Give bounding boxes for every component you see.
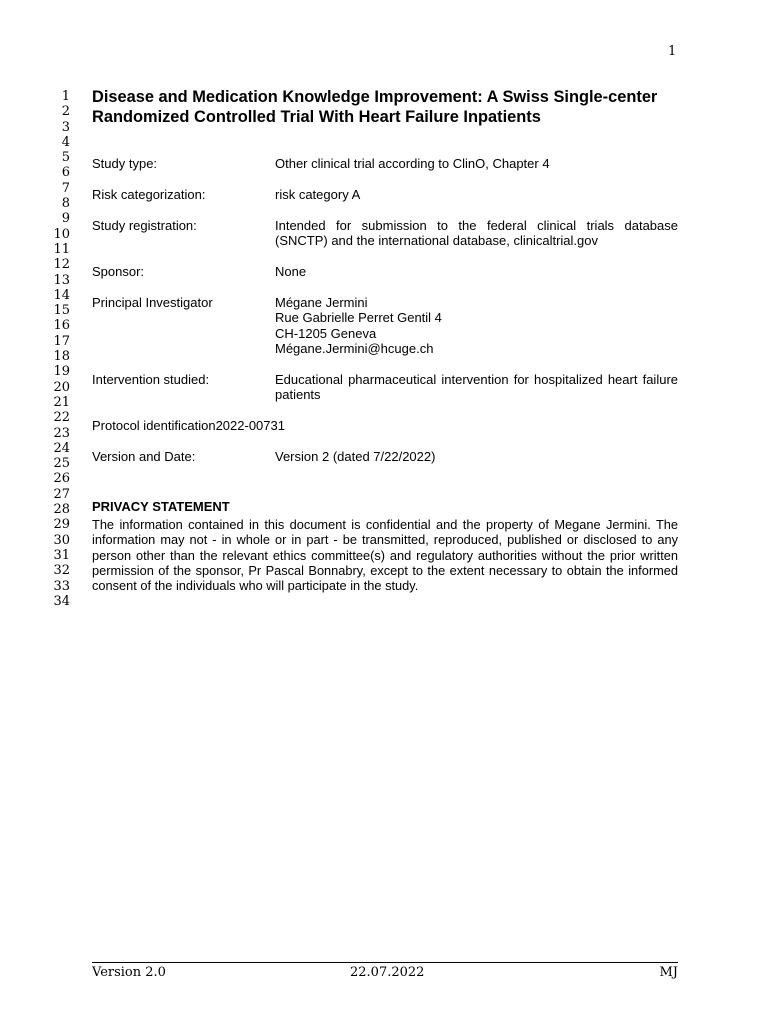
line-number: 10 — [53, 226, 70, 242]
investigator-city: CH-1205 Geneva — [275, 325, 377, 341]
investigator-name: Mégane Jermini — [275, 295, 368, 310]
investigator-street: Rue Gabrielle Perret Gentil 4 — [275, 310, 442, 326]
line-number: 6 — [61, 165, 70, 181]
field-protocol-identification — [92, 418, 285, 433]
field-value: None — [275, 264, 307, 279]
line-number: 26 — [53, 471, 70, 487]
field-label: Protocol identification — [92, 418, 216, 433]
line-number: 31 — [53, 547, 70, 563]
field-value: Intended for submission to the federal clinical trials database (SNCTP) and the international database, clinicaltrial.gov — [275, 218, 678, 249]
footer-date: 22.07.2022 — [350, 965, 425, 980]
privacy-statement: The information contained in this document is confidential and the property of Megane Jermini. The information may not - in whole or in part - be transmitted, reproduced, published or disclosed to any person other than the relevant ethics committee(s) and regulatory authorities without the prior written permission of the sponsor, Pr Pascal Bonnabry, except to the extent necessary to obtain the informed consent of the individuals who will participate in the study. — [92, 517, 678, 594]
line-number: 3 — [61, 119, 70, 135]
investigator-email: Mégane.Jermini@hcuge.ch — [275, 340, 434, 356]
line-number: 28 — [53, 502, 70, 518]
line-number: 13 — [53, 272, 70, 288]
page-number: 1 — [668, 44, 677, 59]
line-number: 21 — [53, 394, 70, 410]
line-number: 16 — [53, 318, 70, 334]
line-number: 11 — [53, 241, 70, 257]
line-number: 22 — [53, 410, 70, 426]
line-number-gutter — [46, 89, 70, 609]
line-number: 25 — [53, 456, 70, 472]
field-label: Sponsor: — [92, 264, 145, 279]
line-number: 9 — [61, 211, 70, 227]
document-title: Disease and Medication Knowledge Improvement: A Swiss Single-center Randomized Controlled Trial With Heart Failure Inpatients — [92, 88, 658, 126]
line-number: 32 — [53, 563, 70, 579]
line-number: 27 — [53, 486, 70, 502]
line-number: 20 — [53, 379, 70, 395]
line-number: 33 — [53, 578, 70, 594]
line-number: 2 — [61, 104, 70, 120]
field-label: Study registration: — [92, 218, 197, 233]
field-value: 2022-00731 — [215, 418, 285, 433]
line-number: 23 — [53, 425, 70, 441]
line-number: 4 — [61, 134, 70, 150]
field-label: Study type: — [92, 156, 158, 171]
line-number: 34 — [53, 593, 70, 609]
investigator-address — [275, 295, 678, 356]
field-value: Educational pharmaceutical intervention for hospitalized heart failure patients — [275, 372, 678, 403]
field-value: Other clinical trial according to ClinO, Chapter 4 — [275, 156, 550, 171]
field-label: Principal Investigator — [92, 295, 213, 310]
line-number: 12 — [53, 257, 70, 273]
line-number: 19 — [53, 364, 70, 380]
line-number: 17 — [53, 333, 70, 349]
field-label: Intervention studied: — [92, 372, 210, 387]
line-number: 14 — [53, 287, 70, 303]
field-value: risk category A — [275, 187, 361, 202]
footer-version: Version 2.0 — [92, 965, 166, 980]
line-number: 7 — [61, 180, 70, 196]
line-number: 24 — [53, 440, 70, 456]
line-number: 30 — [53, 532, 70, 548]
line-number: 18 — [53, 349, 70, 365]
field-label: Version and Date: — [92, 449, 196, 464]
line-number: 8 — [61, 196, 70, 212]
page-footer — [92, 965, 678, 983]
footer-divider — [92, 962, 678, 963]
line-number: 15 — [53, 303, 70, 319]
line-number: 1 — [61, 89, 70, 104]
footer-initials: MJ — [659, 965, 678, 980]
privacy-heading: PRIVACY STATEMENT — [92, 499, 230, 514]
line-number: 5 — [61, 150, 70, 166]
line-number: 29 — [53, 517, 70, 533]
field-value: Version 2 (dated 7/22/2022) — [275, 449, 436, 464]
field-label: Risk categorization: — [92, 187, 206, 202]
